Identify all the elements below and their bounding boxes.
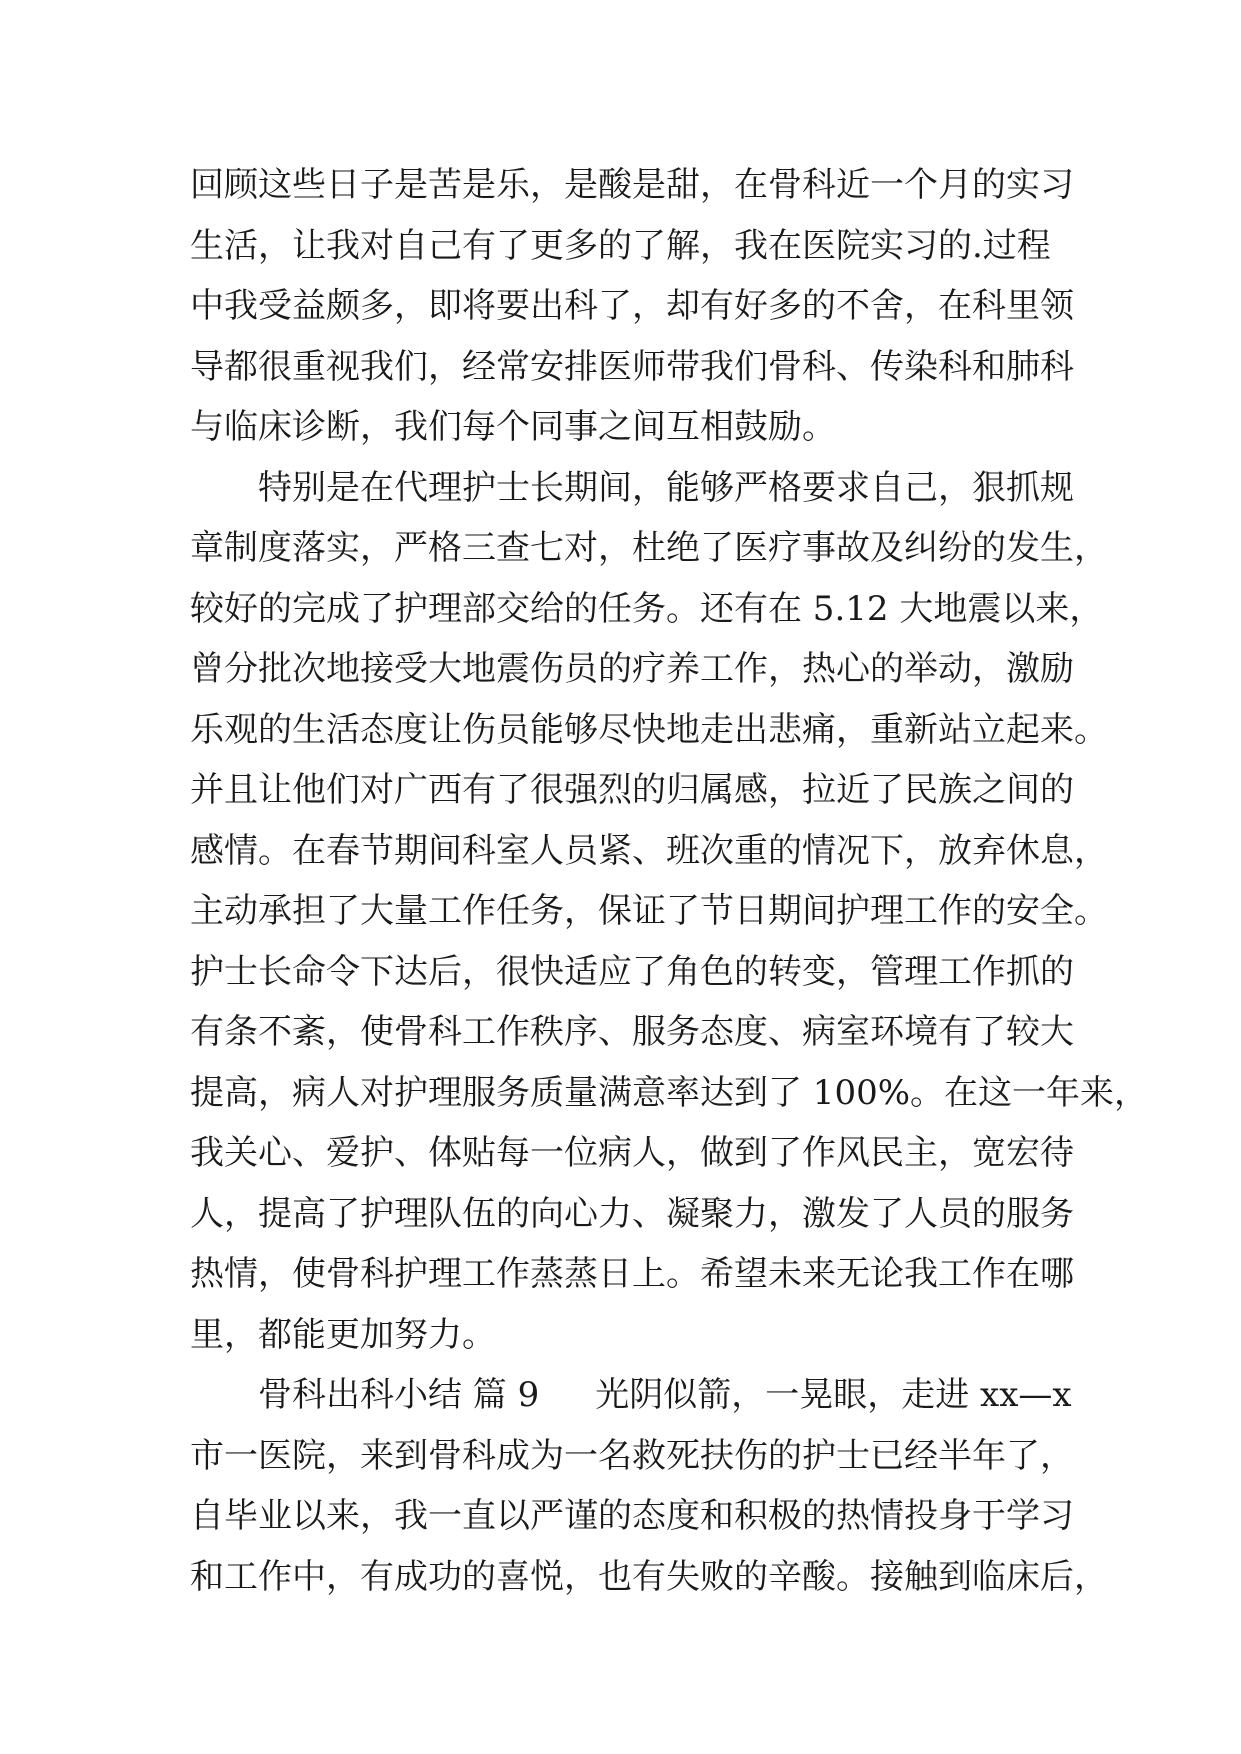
paragraph-line: 提高，病人对护理服务质量满意率达到了 100%。在这一年来，	[190, 1072, 1149, 1113]
paragraph-line: 乐观的生活态度让伤员能够尽快地走出悲痛，重新站立起来。	[190, 709, 1108, 750]
paragraph-line: 感情。在春节期间科室人员紧、班次重的情况下，放弃休息，	[190, 830, 1108, 871]
paragraph-line: 生活，让我对自己有了更多的了解，我在医院实习的.过程	[190, 225, 1051, 266]
paragraph-line: 较好的完成了护理部交给的任务。还有在 5.12 大地震以来，	[190, 588, 1104, 629]
paragraph-line: 并且让他们对广西有了很强烈的归属感，拉近了民族之间的	[190, 770, 1074, 810]
paragraph-line: 护士长命令下达后，很快适应了角色的转变，管理工作抓的	[190, 951, 1074, 992]
paragraph-line: 有条不紊，使骨科工作秩序、服务态度、病室环境有了较大	[190, 1012, 1074, 1052]
paragraph-line: 热情，使骨科护理工作蒸蒸日上。希望未来无论我工作在哪	[190, 1254, 1074, 1294]
document-body	[190, 155, 1149, 1607]
paragraph-line: 主动承担了大量工作任务，保证了节日期间护理工作的安全。	[190, 891, 1108, 931]
paragraph-line: 和工作中，有成功的喜悦，也有失败的辛酸。接触到临床后，	[190, 1556, 1108, 1597]
paragraph-line: 曾分批次地接受大地震伤员的疗养工作，热心的举动，激励	[190, 649, 1074, 689]
paragraph-line: 自毕业以来，我一直以严谨的态度和积极的热情投身于学习	[190, 1496, 1074, 1536]
paragraph-line: 人，提高了护理队伍的向心力、凝聚力，激发了人员的服务	[190, 1193, 1074, 1234]
paragraph-line: 市一医院，来到骨科成为一名救死扶伤的护士已经半年了，	[190, 1435, 1074, 1476]
paragraph-line: 我关心、爱护、体贴每一位病人，做到了作风民主，宽宏待	[190, 1133, 1074, 1173]
paragraph-line: 里，都能更加努力。	[190, 1314, 496, 1355]
section-title: 骨科出科小结 篇 9	[258, 1375, 540, 1415]
section-first-line-text: 光阴似箭，一晃眼，走进 xx—x	[595, 1375, 1072, 1415]
section-heading-line	[190, 1365, 1070, 1426]
paragraph-line-indented: 特别是在代理护士长期间，能够严格要求自己，狠抓规	[258, 467, 1074, 508]
paragraph-line: 章制度落实，严格三查七对，杜绝了医疗事故及纠纷的发生，	[190, 528, 1108, 568]
paragraph-line: 回顾这些日子是苦是乐，是酸是甜，在骨科近一个月的实习	[190, 165, 1074, 205]
paragraph-line: 与临床诊断，我们每个同事之间互相鼓励。	[190, 407, 836, 447]
paragraph-line: 导都很重视我们，经常安排医师带我们骨科、传染科和肺科	[190, 346, 1074, 387]
paragraph-line: 中我受益颇多，即将要出科了，却有好多的不舍，在科里领	[190, 286, 1074, 326]
